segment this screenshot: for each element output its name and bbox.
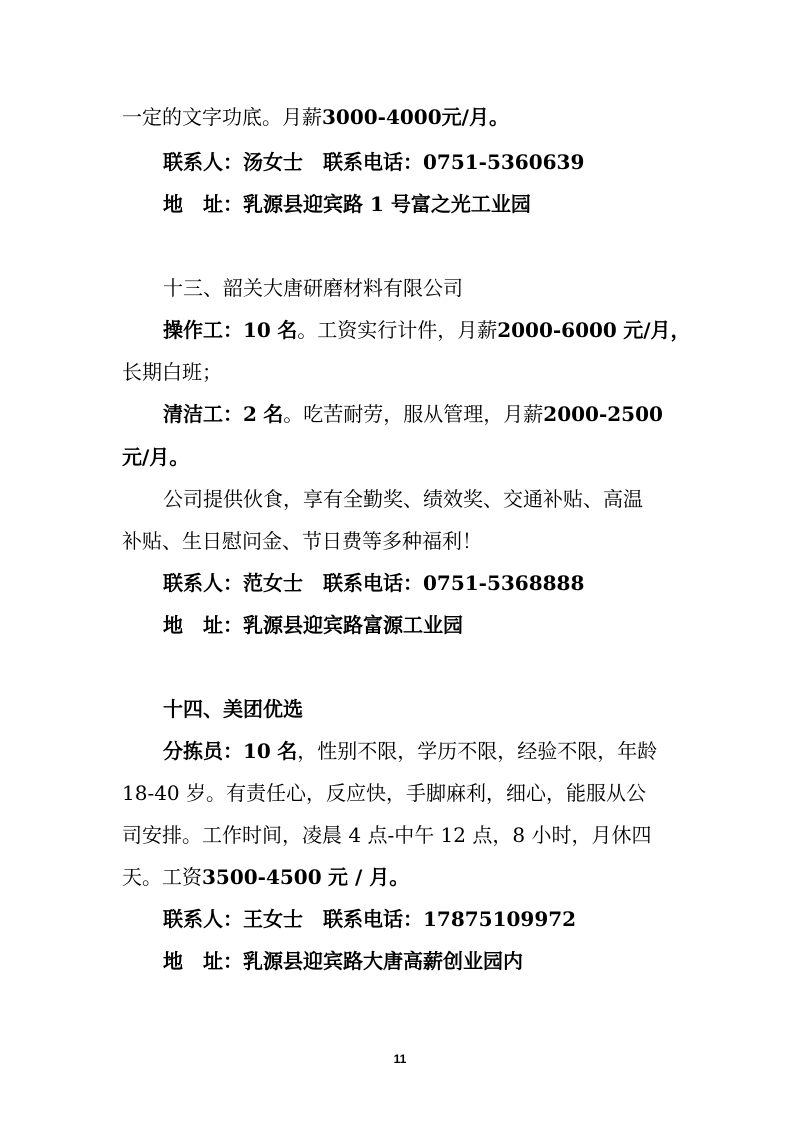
job-cleaner-line [163, 400, 800, 428]
job-name: 操作工： [163, 318, 243, 342]
address-number: 1 [369, 192, 384, 216]
job-unit: 名 [277, 318, 298, 342]
job-sorter-line4 [122, 863, 800, 891]
page-number: 11 [393, 1052, 407, 1066]
benefits-line1: 公司提供伙食，享有全勤奖、绩效奖、交通补贴、高温 [163, 487, 643, 511]
job-count: 2 [243, 402, 257, 426]
salary-value: 2000-2500 [543, 402, 663, 426]
section-13-title: 十三、韶关大唐研磨材料有限公司 [163, 276, 463, 300]
job-count: 10 [243, 739, 271, 763]
address-end: 号富之光工业园 [390, 192, 531, 216]
address-line [163, 190, 800, 218]
job-count: 10 [243, 318, 271, 342]
benefits-line2: 补贴、生日慰问金、节日费等多种福利！ [122, 529, 482, 553]
contact-line: 联系人：汤女士 联系电话：0751-5360639 [163, 150, 585, 174]
contact-line: 联系人：王女士 联系电话：17875109972 [163, 907, 577, 931]
job-desc: ，性别不限，学历不限，经验不限，年龄 [297, 739, 658, 763]
job-desc: 。工资实行计件，月薪 [297, 318, 498, 342]
address-line: 地 址：乳源县迎宾路大唐高薪创业园内 [163, 949, 523, 973]
salary-value: 3500-4500 [202, 865, 322, 889]
continuation-salary-line [122, 103, 800, 131]
job-name: 分拣员： [163, 739, 243, 763]
salary-unit: 元/月。 [441, 105, 509, 129]
job-sorter-line [163, 737, 800, 765]
job-cleaner-line2: 元/月。 [122, 445, 190, 469]
salary-unit: 元 / 月。 [328, 865, 410, 889]
job-unit: 名 [277, 739, 298, 763]
salary-value: 2000-6000 [497, 318, 617, 342]
salary-unit: 元/月 [623, 318, 671, 342]
job-sorter-line3: 司安排。工作时间，凌晨 4 点-中午 12 点，8 小时，月休四 [122, 823, 652, 847]
salary-value: 3000-4000 [322, 105, 442, 129]
contact-line: 联系人：范女士 联系电话：0751-5368888 [163, 571, 585, 595]
text: 天。工资 [122, 865, 202, 889]
job-desc: 。吃苦耐劳，服从管理，月薪 [283, 402, 544, 426]
text: 一定的文字功底。月薪 [122, 105, 322, 129]
job-operator-line2: 长期白班； [122, 360, 222, 384]
job-sorter-line2: 18-40 岁。有责任心，反应快，手脚麻利，细心，能服从公 [122, 781, 647, 805]
job-unit: 名 [263, 402, 284, 426]
job-operator-line [163, 316, 800, 344]
punctuation: ， [670, 318, 691, 342]
section-14-title: 十四、美团优选 [163, 697, 303, 721]
job-name: 清洁工： [163, 402, 243, 426]
address-text: 地 址：乳源县迎宾路 [163, 192, 363, 216]
address-line: 地 址：乳源县迎宾路富源工业园 [163, 613, 463, 637]
